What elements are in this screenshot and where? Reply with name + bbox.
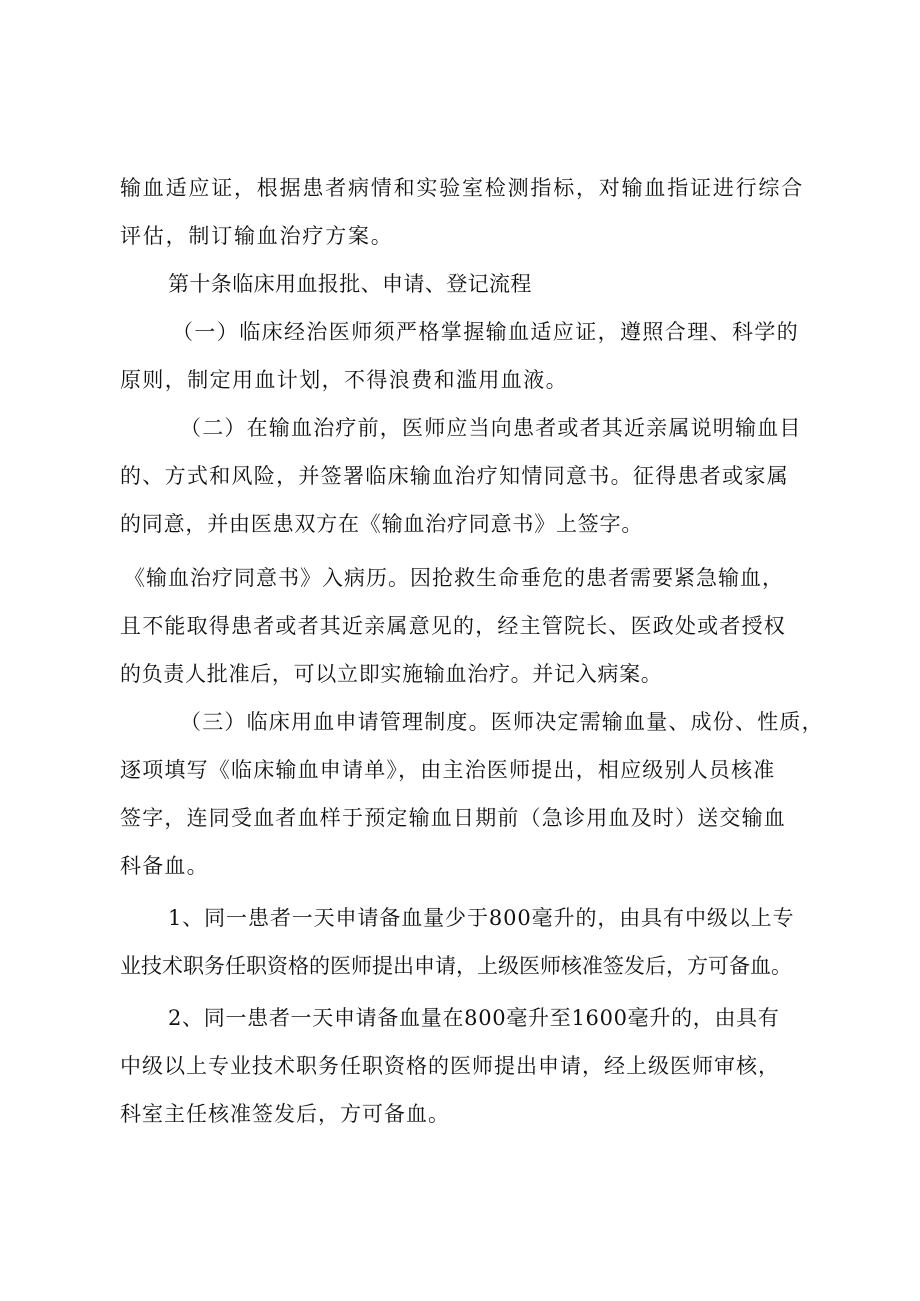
text-line: 评估，制订输血治疗方案。	[120, 224, 394, 248]
text-line: 的负责人批准后，可以立即实施输血治疗。并记入病案。	[120, 662, 663, 686]
text-line: 输血适应证，根据患者病情和实验室检测指标，对输血指证进行综合	[120, 176, 804, 200]
text-line: （一）临床经治医师须严格掌握输血适应证，遵照合理、科学的	[172, 320, 800, 344]
text-line: （三）临床用血申请管理制度。医师决定需输血量、成份、性质，	[180, 710, 824, 734]
text-line: （二）在输血治疗前，医师应当向患者或者其近亲属说明输血目	[180, 416, 802, 440]
text-line: 原则，制定用血计划，不得浪费和滥用血液。	[120, 368, 568, 392]
text-line: 1、同一患者一天申请备血量少于800毫升的，由具有中级以上专	[168, 906, 795, 930]
text-line: 且不能取得患者或者其近亲属意见的，经主管院长、医政处或者授权	[120, 614, 786, 638]
text-line: 签字，连同受血者血样于预定输血日期前（急诊用血及时）送交输血	[120, 806, 786, 830]
text-line: 科备血。	[120, 854, 209, 878]
text-line: 的同意，并由医患双方在《输血治疗同意书》上签字。	[120, 512, 644, 536]
text-line: 的、方式和风险，并签署临床输血治疗知情同意书。征得患者或家属	[120, 464, 789, 488]
section-heading: 第十条临床用血报批、申请、登记流程	[168, 272, 532, 296]
text-line: 逐项填写《临床输血申请单》，由主治医师提出，相应级别人员核准	[120, 758, 776, 782]
text-line: 业技术职务任职资格的医师提出申请，上级医师核准签发后，方可备血。	[120, 954, 792, 978]
text-line: 科室主任核准签发后，方可备血。	[120, 1102, 450, 1126]
text-line: 中级以上专业技术职务任职资格的医师提出申请，经上级医师审核，	[120, 1054, 780, 1078]
text-line: 《输血治疗同意书》入病历。因抢救生命垂危的患者需要紧急输血，	[124, 566, 784, 590]
text-line: 2、同一患者一天申请备血量在800毫升至1600毫升的，由具有	[168, 1006, 780, 1030]
